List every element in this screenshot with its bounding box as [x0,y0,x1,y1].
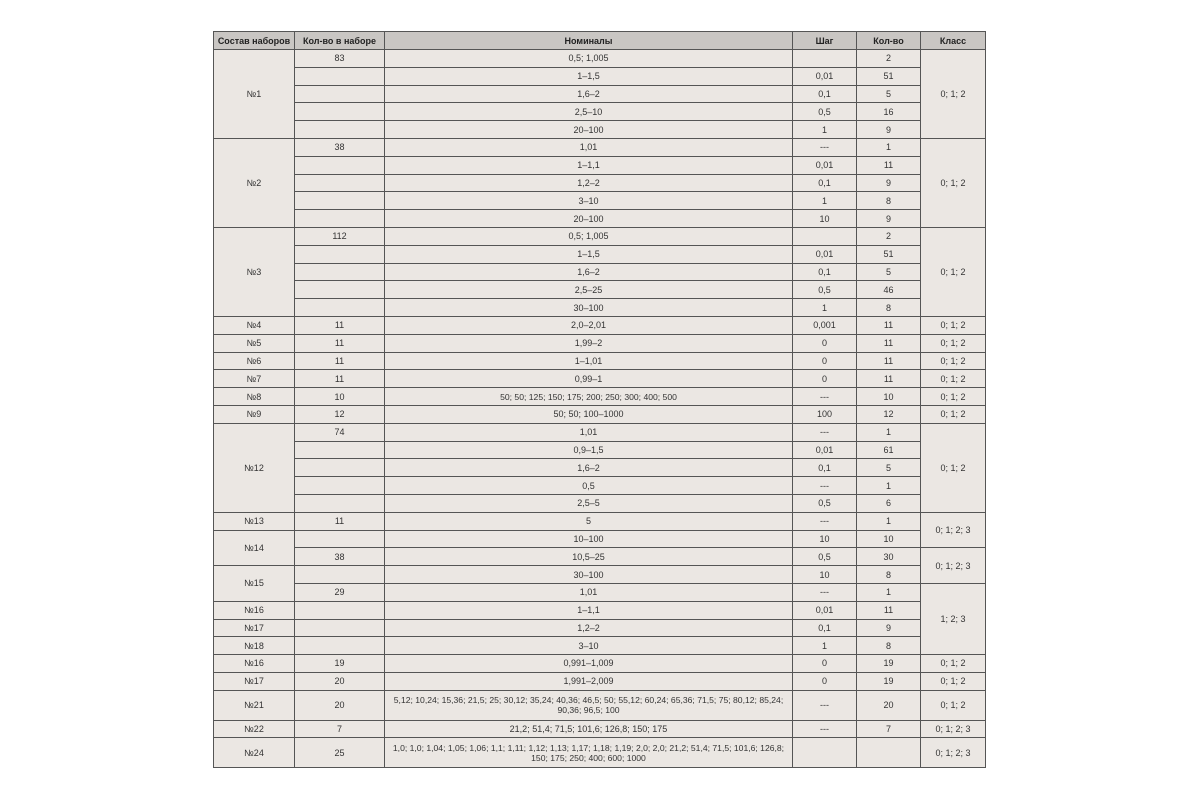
table-cell [295,637,385,655]
table-cell: 0,5; 1,005 [385,227,793,245]
table-cell: 1,01 [385,583,793,601]
table-cell: 1,01 [385,138,793,156]
table-cell: 11 [857,156,921,174]
table-cell: 7 [857,720,921,738]
table-cell: 0,01 [793,441,857,459]
table-cell: 0,5 [793,281,857,299]
table-cell: 11 [857,601,921,619]
table-cell: 74 [295,423,385,441]
table-cell [295,601,385,619]
table-cell: 11 [295,316,385,334]
table-cell: 0 [793,352,857,370]
table-cell [793,227,857,245]
table-cell: 0,5 [385,477,793,495]
table-cell: №4 [214,316,295,334]
table-cell: 20 [295,690,385,720]
table-cell: 1–1,01 [385,352,793,370]
table-row [214,720,986,738]
table-cell [793,50,857,68]
table-row [214,50,986,68]
table-cell: 5 [857,459,921,477]
table-cell: 20 [295,672,385,690]
table-cell: №24 [214,738,295,768]
table-cell: 11 [295,512,385,530]
table-row [214,512,986,530]
table-cell: 0; 1; 2 [921,423,986,512]
table-cell: 0,1 [793,263,857,281]
table-cell [295,121,385,139]
table-cell: 51 [857,245,921,263]
table-cell: 0; 1; 2; 3 [921,548,986,584]
table-cell: 1 [793,121,857,139]
col-header-count-in-set: Кол-во в наборе [295,32,385,50]
table-row [214,174,986,192]
col-header-step: Шаг [793,32,857,50]
table-cell: 0,01 [793,601,857,619]
table-cell [295,174,385,192]
table-row [214,530,986,548]
table-cell: 9 [857,619,921,637]
table-cell: 0; 1; 2 [921,405,986,423]
table-cell: --- [793,583,857,601]
table-cell: --- [793,423,857,441]
table-cell: --- [793,388,857,406]
table-cell: 0,001 [793,316,857,334]
table-cell [857,738,921,768]
table-cell: №7 [214,370,295,388]
table-cell: 30–100 [385,566,793,584]
table-cell: 0; 1; 2 [921,655,986,673]
table-cell: №18 [214,637,295,655]
table-cell: 11 [857,334,921,352]
table-row [214,655,986,673]
table-cell: 61 [857,441,921,459]
table-cell: 46 [857,281,921,299]
table-cell: 0 [793,370,857,388]
table-cell: 1,99–2 [385,334,793,352]
table-cell: 11 [857,370,921,388]
table-cell: №3 [214,227,295,316]
table-cell: 5 [385,512,793,530]
table-row [214,619,986,637]
table-row [214,494,986,512]
table-cell: №1 [214,50,295,139]
table-row [214,245,986,263]
table-cell: 0; 1; 2; 3 [921,512,986,548]
table-cell: 3–10 [385,637,793,655]
table-cell: 0,5 [793,494,857,512]
table-cell: 1,01 [385,423,793,441]
table-cell: 3–10 [385,192,793,210]
table-row [214,423,986,441]
table-cell: 100 [793,405,857,423]
table-cell: --- [793,477,857,495]
table-cell [295,85,385,103]
table-cell: №16 [214,655,295,673]
table-cell [295,459,385,477]
table-cell: 8 [857,637,921,655]
table-cell: №17 [214,619,295,637]
table-cell: №21 [214,690,295,720]
table-row [214,352,986,370]
table-cell: 19 [857,672,921,690]
table-cell: 10–100 [385,530,793,548]
table-cell: 1–1,1 [385,601,793,619]
table-row [214,316,986,334]
table-cell: 0,99–1 [385,370,793,388]
table-cell: 50; 50; 100–1000 [385,405,793,423]
table-cell: 1,0; 1,0; 1,04; 1,05; 1,06; 1,1; 1,11; 1,12; 1,13; 1,17; 1,18; 1,19; 2,0; 2,0; 21,2; 51,4; 71,5; 101,6; 126,8; 150; 175; 250; 400; 600; 1000 [385,738,793,768]
table-cell: 8 [857,299,921,317]
table-cell: 11 [295,370,385,388]
table-cell [295,263,385,281]
table-cell: 12 [295,405,385,423]
table-row [214,103,986,121]
table-cell: 1–1,1 [385,156,793,174]
table-cell: 2 [857,50,921,68]
table-cell: 38 [295,548,385,566]
table-cell [295,210,385,228]
table-cell [295,281,385,299]
table-cell: 7 [295,720,385,738]
table-cell: 0; 1; 2 [921,370,986,388]
table-cell: 9 [857,210,921,228]
table-cell: 0; 1; 2 [921,388,986,406]
table-row [214,138,986,156]
table-cell: 25 [295,738,385,768]
table-cell: --- [793,138,857,156]
table-cell: 5,12; 10,24; 15,36; 21,5; 25; 30,12; 35,24; 40,36; 46,5; 50; 55,12; 60,24; 65,36; 71,5; 75; 80,12; 85,24; 90,36; 96,5; 100 [385,690,793,720]
table-cell [295,619,385,637]
table-cell: 51 [857,67,921,85]
table-cell: №16 [214,601,295,619]
header-row [214,32,986,50]
table-cell: 0; 1; 2 [921,334,986,352]
table-cell: 10 [793,566,857,584]
table-row [214,210,986,228]
table-row [214,566,986,584]
table-cell [295,156,385,174]
table-cell: 8 [857,566,921,584]
table-row [214,334,986,352]
table-cell: №22 [214,720,295,738]
table-row [214,477,986,495]
table-cell: 11 [295,352,385,370]
table-cell: 19 [295,655,385,673]
table-cell: 1 [793,299,857,317]
table-cell [295,477,385,495]
col-header-class: Класс [921,32,986,50]
table-cell: 9 [857,121,921,139]
table-cell [295,530,385,548]
table-cell: 1 [793,637,857,655]
table-cell: 10,5–25 [385,548,793,566]
table-row [214,548,986,566]
table-cell: 1,6–2 [385,459,793,477]
table-row [214,405,986,423]
table-row [214,388,986,406]
table-cell: 20–100 [385,210,793,228]
table-cell: 38 [295,138,385,156]
table-cell: 0,01 [793,245,857,263]
table-wrapper [213,31,985,768]
table-row [214,281,986,299]
table-cell: 1,6–2 [385,263,793,281]
table-cell: 1–1,5 [385,245,793,263]
table-cell: №6 [214,352,295,370]
table-row [214,601,986,619]
table-cell: 1; 2; 3 [921,583,986,654]
table-cell: 8 [857,192,921,210]
table-cell: 1 [857,138,921,156]
table-cell: 10 [295,388,385,406]
table-cell: №5 [214,334,295,352]
table-cell: 9 [857,174,921,192]
table-cell: №9 [214,405,295,423]
table-cell: 83 [295,50,385,68]
table-cell: 0 [793,334,857,352]
table-cell: 19 [857,655,921,673]
table-cell: 16 [857,103,921,121]
table-cell: 10 [793,530,857,548]
table-cell: 10 [857,388,921,406]
table-row [214,156,986,174]
table-cell: 1 [857,583,921,601]
table-cell: 0,01 [793,67,857,85]
table-cell: №13 [214,512,295,530]
col-header-nominals: Номиналы [385,32,793,50]
table-cell [295,192,385,210]
table-cell: 20–100 [385,121,793,139]
table-row [214,441,986,459]
table-row [214,370,986,388]
table-cell: 5 [857,85,921,103]
table-cell: 11 [295,334,385,352]
table-cell: 2,5–5 [385,494,793,512]
table-cell: 1–1,5 [385,67,793,85]
table-cell: 0,9–1,5 [385,441,793,459]
table-cell: 0,1 [793,85,857,103]
table-row [214,85,986,103]
table-row [214,67,986,85]
weight-sets-table [213,31,986,768]
table-cell [295,299,385,317]
table-row [214,583,986,601]
table-cell: 0; 1; 2 [921,316,986,334]
table-cell: 0,01 [793,156,857,174]
table-row [214,263,986,281]
table-cell: 30–100 [385,299,793,317]
table-cell: 1,991–2,009 [385,672,793,690]
table-cell: 1,2–2 [385,174,793,192]
table-row [214,690,986,720]
table-row [214,738,986,768]
table-cell: --- [793,512,857,530]
table-row [214,299,986,317]
table-cell: 21,2; 51,4; 71,5; 101,6; 126,8; 150; 175 [385,720,793,738]
table-cell: №8 [214,388,295,406]
table-cell: 0,991–1,009 [385,655,793,673]
table-cell: 50; 50; 125; 150; 175; 200; 250; 300; 400; 500 [385,388,793,406]
table-cell: 0,5 [793,548,857,566]
table-cell [295,494,385,512]
table-cell: 0,1 [793,459,857,477]
table-cell: 0; 1; 2 [921,138,986,227]
table-cell [295,245,385,263]
table-cell: --- [793,690,857,720]
table-cell: 10 [857,530,921,548]
table-cell: 0; 1; 2 [921,227,986,316]
table-cell: 1 [857,423,921,441]
table-cell: 1 [793,192,857,210]
table-cell: 0; 1; 2 [921,672,986,690]
table-cell: 1 [857,512,921,530]
table-cell: №17 [214,672,295,690]
table-cell: --- [793,720,857,738]
table-cell: №15 [214,566,295,602]
table-cell: 12 [857,405,921,423]
table-cell [295,441,385,459]
table-cell: 0; 1; 2; 3 [921,720,986,738]
table-cell: 29 [295,583,385,601]
table-cell: 1,6–2 [385,85,793,103]
col-header-sets: Состав наборов [214,32,295,50]
table-cell: 5 [857,263,921,281]
table-row [214,227,986,245]
table-cell: 6 [857,494,921,512]
table-cell: 10 [793,210,857,228]
table-cell [793,738,857,768]
table-cell: 11 [857,352,921,370]
table-cell: 0; 1; 2 [921,352,986,370]
table-cell: 0; 1; 2 [921,690,986,720]
table-body [214,50,986,768]
table-row [214,121,986,139]
table-cell: 11 [857,316,921,334]
table-cell: 2,5–25 [385,281,793,299]
table-row [214,459,986,477]
col-header-count: Кол-во [857,32,921,50]
table-cell: 1 [857,477,921,495]
table-cell: 0 [793,672,857,690]
table-cell [295,566,385,584]
table-cell: 0,1 [793,174,857,192]
table-row [214,637,986,655]
table-cell: №12 [214,423,295,512]
table-cell: 2,0–2,01 [385,316,793,334]
table-row [214,672,986,690]
table-cell: 0 [793,655,857,673]
table-cell: 2,5–10 [385,103,793,121]
table-cell: 2 [857,227,921,245]
table-cell: 0; 1; 2 [921,50,986,139]
table-cell: 20 [857,690,921,720]
table-cell: 0,5 [793,103,857,121]
table-cell: 0,5; 1,005 [385,50,793,68]
table-cell: №14 [214,530,295,566]
table-cell: 30 [857,548,921,566]
table-cell [295,67,385,85]
table-cell: 0,1 [793,619,857,637]
table-cell: №2 [214,138,295,227]
table-cell: 1,2–2 [385,619,793,637]
table-cell: 0; 1; 2; 3 [921,738,986,768]
table-cell: 112 [295,227,385,245]
table-cell [295,103,385,121]
table-row [214,192,986,210]
